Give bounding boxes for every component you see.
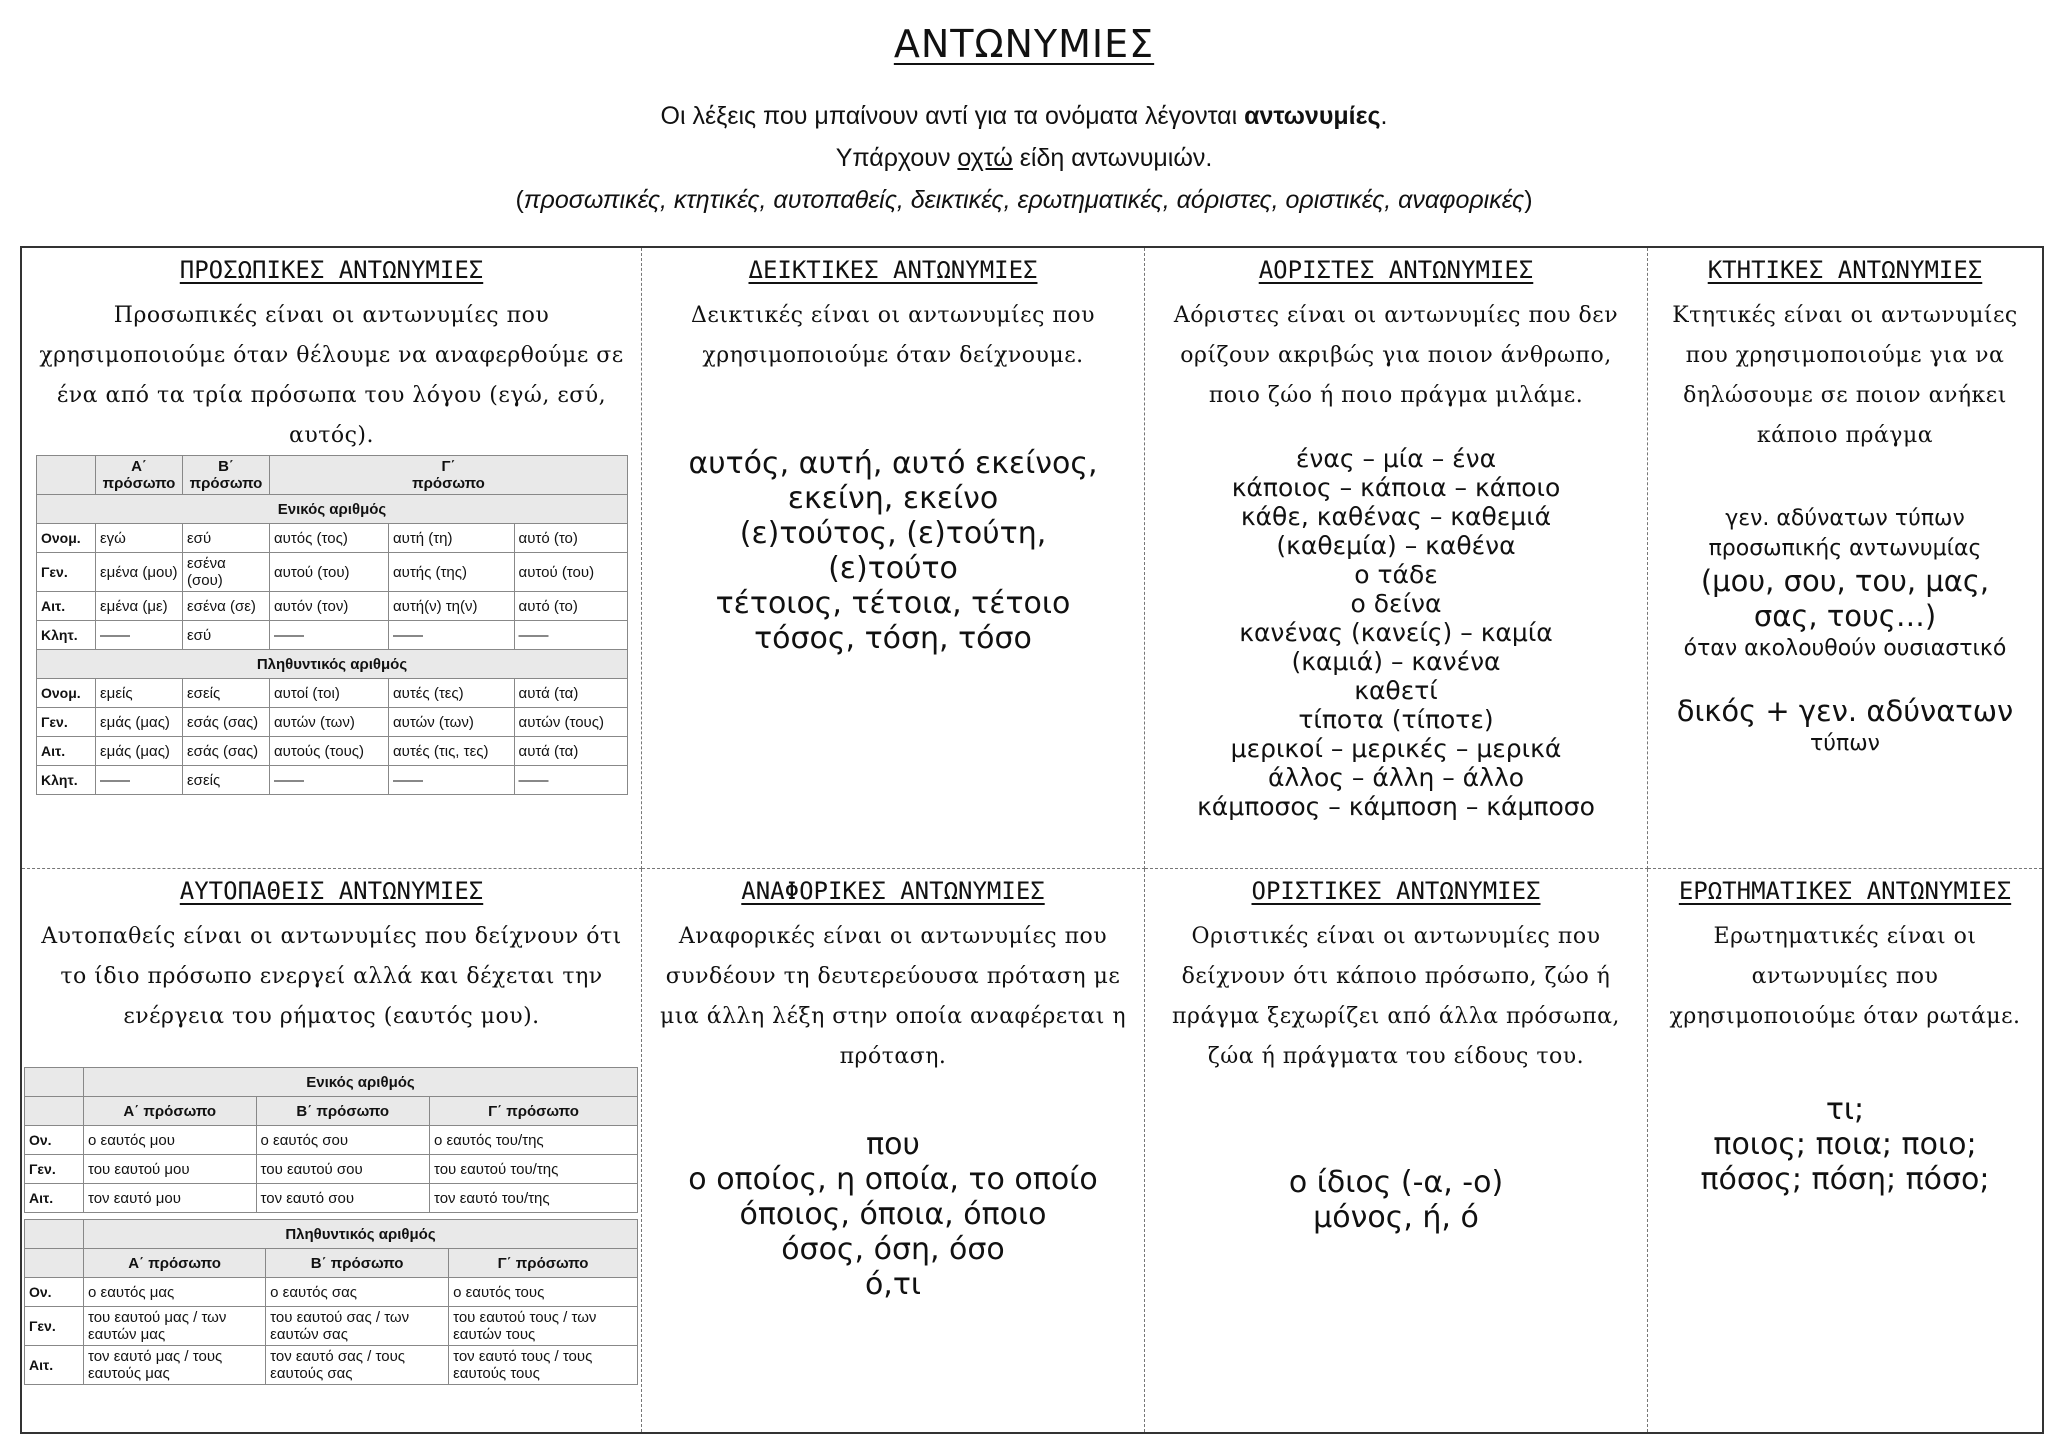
cell-demonstrative bbox=[642, 248, 1145, 869]
col-header-a: Α΄ πρόσωπο bbox=[84, 1097, 257, 1126]
cell-personal bbox=[22, 248, 642, 869]
possessive-line: σας, τους…) bbox=[1753, 599, 1937, 633]
word-line: ο δείνα bbox=[1350, 589, 1442, 618]
word-line: κάμποσος – κάμποση – κάμποσο bbox=[1197, 792, 1595, 821]
word-line: όποιος, όποια, όποιο bbox=[739, 1197, 1047, 1232]
word-line: τι; bbox=[1825, 1092, 1865, 1127]
possessive-line: (μου, σου, του, μας, bbox=[1700, 564, 1990, 598]
table-row bbox=[25, 1126, 638, 1155]
desc-interrogative: Ερωτηματικές είναι οι αντωνυμίες που χρησιμοποιούμε όταν ρωτάμε. bbox=[1669, 924, 2021, 1029]
table-cell: αυτές (τις, τες) bbox=[388, 737, 514, 766]
col-header-c: Γ΄ πρόσωπο bbox=[270, 456, 628, 495]
table-cell: εσείς bbox=[183, 766, 270, 795]
cell-relative bbox=[642, 869, 1145, 1432]
table-cell: αυτού (του) bbox=[270, 553, 389, 592]
word-line: (καμιά) – κανένα bbox=[1291, 647, 1501, 676]
table-cell: αυτής (της) bbox=[388, 553, 514, 592]
table-cell: αυτά (τα) bbox=[514, 679, 627, 708]
singular-label: Ενικός αριθμός bbox=[37, 495, 628, 524]
demonstrative-word-list bbox=[642, 446, 1144, 656]
word-line: (ε)τούτο bbox=[828, 551, 958, 586]
table-cell: αυτή (τη) bbox=[388, 524, 514, 553]
word-line: ο ίδιος (-α, -ο) bbox=[1288, 1165, 1504, 1200]
table-corner bbox=[25, 1249, 84, 1278]
table-cell: αυτών (των) bbox=[270, 708, 389, 737]
cell-indefinite bbox=[1145, 248, 1648, 869]
table-cell: του εαυτού τους / των εαυτών τους bbox=[449, 1307, 638, 1346]
table-cell: εσύ bbox=[183, 524, 270, 553]
table-cell: αυτών (των) bbox=[388, 708, 514, 737]
col-header-a: Α΄ πρόσωπο bbox=[96, 456, 183, 495]
desc-demonstrative: Δεικτικές είναι οι αντωνυμίες που χρησιμοποιούμε όταν δείχνουμε. bbox=[691, 303, 1095, 368]
row-label: Ονομ. bbox=[37, 524, 96, 553]
reflexive-plural-table bbox=[24, 1219, 638, 1385]
word-line: ο οποίος, η οποία, το οποίο bbox=[688, 1162, 1098, 1197]
table-cell: του εαυτού σας / των εαυτών σας bbox=[266, 1307, 449, 1346]
table-row bbox=[37, 592, 628, 621]
possessive-line: προσωπικής αντωνυμίας bbox=[1708, 536, 1982, 561]
possessive-forms bbox=[1648, 504, 2042, 759]
intro-text: Οι λέξεις που μπαίνουν αντί για τα ονόματα λέγονται bbox=[660, 102, 1245, 130]
table-cell: αυτό (το) bbox=[514, 524, 627, 553]
table-cell: ο εαυτός τους bbox=[449, 1278, 638, 1307]
possessive-line: όταν ακολουθούν ουσιαστικό bbox=[1683, 636, 2007, 661]
table-cell: ο εαυτός μας bbox=[84, 1278, 266, 1307]
definite-word-list bbox=[1145, 1165, 1647, 1235]
table-cell: αυτός (τος) bbox=[270, 524, 389, 553]
heading-reflexive: ΑΥΤΟΠΑΘΕΙΣ ΑΝΤΩΝΥΜΙΕΣ bbox=[179, 877, 484, 905]
word-line: τόσος, τόση, τόσο bbox=[754, 621, 1032, 656]
word-line: μόνος, ή, ό bbox=[1313, 1200, 1479, 1235]
table-cell: εμάς (μας) bbox=[96, 737, 183, 766]
word-line: μερικοί – μερικές – μερικά bbox=[1230, 734, 1562, 763]
row-label: Κλητ. bbox=[37, 766, 96, 795]
table-cell: αυτό (το) bbox=[514, 592, 627, 621]
word-line: που bbox=[866, 1127, 920, 1162]
table-cell: τον εαυτό σου bbox=[256, 1184, 429, 1213]
heading-personal: ΠΡΟΣΩΠΙΚΕΣ ΑΝΤΩΝΥΜΙΕΣ bbox=[179, 256, 484, 284]
table-cell: εσένα (σου) bbox=[183, 553, 270, 592]
table-cell: ο εαυτός σου bbox=[256, 1126, 429, 1155]
table-cell: εσάς (σας) bbox=[183, 708, 270, 737]
table-cell: αυτές (τες) bbox=[388, 679, 514, 708]
row-label: Αιτ. bbox=[37, 592, 96, 621]
page-title: ΑΝΤΩΝΥΜΙΕΣ bbox=[893, 22, 1155, 66]
heading-indefinite: ΑΟΡΙΣΤΕΣ ΑΝΤΩΝΥΜΙΕΣ bbox=[1258, 256, 1534, 284]
word-line: εκείνη, εκείνο bbox=[787, 481, 999, 516]
table-row bbox=[37, 708, 628, 737]
table-cell: αυτού (του) bbox=[514, 553, 627, 592]
table-row bbox=[25, 1307, 638, 1346]
table-cell: εσένα (σε) bbox=[183, 592, 270, 621]
col-header-c: Γ΄ πρόσωπο bbox=[429, 1097, 637, 1126]
word-line: ο τάδε bbox=[1354, 560, 1438, 589]
word-line: ποιος; ποια; ποιο; bbox=[1713, 1127, 1977, 1162]
table-cell: του εαυτού μας / των εαυτών μας bbox=[84, 1307, 266, 1346]
table-cell: —— bbox=[388, 621, 514, 650]
row-label: Ον. bbox=[25, 1126, 84, 1155]
table-cell: του εαυτού σου bbox=[256, 1155, 429, 1184]
possessive-line: δικός + γεν. αδύνατων bbox=[1676, 694, 2014, 728]
word-line: κάποιος – κάποια – κάποιο bbox=[1231, 473, 1561, 502]
col-header-c: Γ΄ πρόσωπο bbox=[449, 1249, 638, 1278]
desc-definite: Οριστικές είναι οι αντωνυμίες που δείχνουν ότι κάποιο πρόσωπο, ζώο ή πράγμα ξεχωρίζει από άλλα πρόσωπα, ζώα ή πράγματα του είδους του. bbox=[1172, 924, 1620, 1069]
desc-personal: Προσωπικές είναι οι αντωνυμίες που χρησιμοποιούμε όταν θέλουμε να αναφερθούμε σε ένα από τα τρία πρόσωπα του λόγου (εγώ, εσύ, αυτός). bbox=[39, 303, 624, 448]
table-cell: αυτοί (τοι) bbox=[270, 679, 389, 708]
row-label: Ονομ. bbox=[37, 679, 96, 708]
heading-definite: ΟΡΙΣΤΙΚΕΣ ΑΝΤΩΝΥΜΙΕΣ bbox=[1251, 877, 1541, 905]
table-cell: εσείς bbox=[183, 679, 270, 708]
intro-line-1 bbox=[0, 102, 2048, 131]
table-row bbox=[37, 553, 628, 592]
word-line: αυτός, αυτή, αυτό εκείνος, bbox=[688, 446, 1098, 481]
word-line: (ε)τούτος, (ε)τούτη, bbox=[739, 516, 1047, 551]
word-line: όσος, όση, όσο bbox=[781, 1232, 1005, 1267]
table-cell: εσάς (σας) bbox=[183, 737, 270, 766]
row-label: Ον. bbox=[25, 1278, 84, 1307]
table-cell: ο εαυτός του/της bbox=[429, 1126, 637, 1155]
table-row bbox=[37, 679, 628, 708]
plural-label: Πληθυντικός αριθμός bbox=[37, 650, 628, 679]
table-cell: αυτή(ν) τη(ν) bbox=[388, 592, 514, 621]
table-cell: τον εαυτό σας / τους εαυτούς σας bbox=[266, 1346, 449, 1385]
table-cell: —— bbox=[270, 621, 389, 650]
intro-line-2 bbox=[0, 144, 2048, 173]
word-line: τίποτα (τίποτε) bbox=[1298, 705, 1494, 734]
cell-possessive bbox=[1648, 248, 2042, 869]
cell-interrogative bbox=[1648, 869, 2042, 1432]
intro-paren: ) bbox=[1524, 186, 1533, 214]
word-line: ό,τι bbox=[864, 1267, 922, 1302]
heading-relative: ΑΝΑΦΟΡΙΚΕΣ ΑΝΤΩΝΥΜΙΕΣ bbox=[741, 877, 1045, 905]
table-cell: εμένα (μου) bbox=[96, 553, 183, 592]
table-row bbox=[25, 1346, 638, 1385]
col-header-b: Β΄ πρόσωπο bbox=[266, 1249, 449, 1278]
table-cell: τον εαυτό τους / τους εαυτούς τους bbox=[449, 1346, 638, 1385]
singular-label: Ενικός αριθμός bbox=[84, 1068, 638, 1097]
heading-demonstrative: ΔΕΙΚΤΙΚΕΣ ΑΝΤΩΝΥΜΙΕΣ bbox=[748, 256, 1038, 284]
row-label: Γεν. bbox=[25, 1307, 84, 1346]
table-cell: —— bbox=[388, 766, 514, 795]
table-cell: τον εαυτό του/της bbox=[429, 1184, 637, 1213]
row-label: Γεν. bbox=[25, 1155, 84, 1184]
word-line: ένας – μία – ένα bbox=[1295, 444, 1497, 473]
table-cell: —— bbox=[514, 621, 627, 650]
desc-possessive: Κτητικές είναι οι αντωνυμίες που χρησιμοποιούμε για να δηλώσουμε σε ποιον ανήκει κάποιο πράγμα bbox=[1672, 303, 2018, 448]
indefinite-word-list bbox=[1145, 444, 1647, 821]
table-cell: —— bbox=[270, 766, 389, 795]
col-header-a: Α΄ πρόσωπο bbox=[84, 1249, 266, 1278]
row-label: Αιτ. bbox=[25, 1184, 84, 1213]
table-row bbox=[25, 1155, 638, 1184]
table-row bbox=[37, 737, 628, 766]
table-cell: αυτά (τα) bbox=[514, 737, 627, 766]
table-corner bbox=[25, 1097, 84, 1126]
intro-line-3 bbox=[0, 186, 2048, 215]
table-corner bbox=[37, 456, 96, 495]
col-header-b: Β΄ πρόσωπο bbox=[183, 456, 270, 495]
word-line: τέτοιος, τέτοια, τέτοιο bbox=[715, 586, 1071, 621]
table-corner bbox=[25, 1068, 84, 1097]
table-row bbox=[37, 524, 628, 553]
table-corner bbox=[25, 1220, 84, 1249]
intro-underlined-term: οχτώ bbox=[957, 144, 1013, 172]
plural-label: Πληθυντικός αριθμός bbox=[84, 1220, 638, 1249]
row-label: Αιτ. bbox=[25, 1346, 84, 1385]
reflexive-singular-table bbox=[24, 1067, 638, 1213]
heading-interrogative: ΕΡΩΤΗΜΑΤΙΚΕΣ ΑΝΤΩΝΥΜΙΕΣ bbox=[1678, 877, 2012, 905]
desc-indefinite: Αόριστες είναι οι αντωνυμίες που δεν ορίζουν ακριβώς για ποιον άνθρωπο, ποιο ζώο ή ποιο πράγμα μιλάμε. bbox=[1173, 303, 1619, 408]
cell-definite bbox=[1145, 869, 1648, 1432]
intro-text: είδη αντωνυμιών. bbox=[1012, 144, 1213, 172]
word-line: κανένας (κανείς) – καμία bbox=[1239, 618, 1553, 647]
word-line: (καθεμία) – καθένα bbox=[1276, 531, 1516, 560]
table-cell: αυτών (τους) bbox=[514, 708, 627, 737]
interrogative-word-list bbox=[1648, 1092, 2042, 1197]
intro-text: Υπάρχουν bbox=[835, 144, 958, 172]
word-line: άλλος – άλλη – άλλο bbox=[1267, 763, 1525, 792]
table-row bbox=[37, 766, 628, 795]
table-cell: —— bbox=[96, 766, 183, 795]
table-cell: εγώ bbox=[96, 524, 183, 553]
table-cell: τον εαυτό μου bbox=[84, 1184, 257, 1213]
table-cell: αυτούς (τους) bbox=[270, 737, 389, 766]
pronoun-grid bbox=[20, 246, 2044, 1434]
table-cell: του εαυτού μου bbox=[84, 1155, 257, 1184]
cell-reflexive bbox=[22, 869, 642, 1432]
table-cell: εμείς bbox=[96, 679, 183, 708]
possessive-line: γεν. αδύνατων τύπων bbox=[1725, 506, 1965, 531]
intro-types-list: προσωπικές, κτητικές, αυτοπαθείς, δεικτικές, ερωτηματικές, αόριστες, οριστικές, αναφορικές bbox=[523, 186, 1525, 214]
desc-relative: Αναφορικές είναι οι αντωνυμίες που συνδέουν τη δευτερεύουσα πρόταση με μια άλλη λέξη στην οποία αναφέρεται η πρόταση. bbox=[659, 924, 1127, 1069]
table-cell: τον εαυτό μας / τους εαυτούς μας bbox=[84, 1346, 266, 1385]
heading-possessive: ΚΤΗΤΙΚΕΣ ΑΝΤΩΝΥΜΙΕΣ bbox=[1707, 256, 1983, 284]
table-cell: του εαυτού του/της bbox=[429, 1155, 637, 1184]
table-cell: αυτόν (τον) bbox=[270, 592, 389, 621]
word-line: κάθε, καθένας – καθεμιά bbox=[1240, 502, 1552, 531]
intro-bold-term: αντωνυμίες bbox=[1244, 102, 1381, 130]
table-cell: εσύ bbox=[183, 621, 270, 650]
desc-reflexive: Αυτοπαθείς είναι οι αντωνυμίες που δείχνουν ότι το ίδιο πρόσωπο ενεργεί αλλά και δέχεται την ενέργεια του ρήματος (εαυτός μου). bbox=[41, 924, 622, 1029]
table-row bbox=[25, 1278, 638, 1307]
word-line: καθετί bbox=[1354, 676, 1438, 705]
table-cell: —— bbox=[514, 766, 627, 795]
table-cell: εμάς (μας) bbox=[96, 708, 183, 737]
row-label: Κλητ. bbox=[37, 621, 96, 650]
col-header-b: Β΄ πρόσωπο bbox=[256, 1097, 429, 1126]
intro-paren: ( bbox=[515, 186, 524, 214]
table-cell: εμένα (με) bbox=[96, 592, 183, 621]
table-cell: —— bbox=[96, 621, 183, 650]
intro-text: . bbox=[1380, 102, 1388, 130]
relative-word-list bbox=[642, 1127, 1144, 1302]
possessive-line: τύπων bbox=[1810, 731, 1880, 756]
table-cell: ο εαυτός μου bbox=[84, 1126, 257, 1155]
table-cell: ο εαυτός σας bbox=[266, 1278, 449, 1307]
row-label: Γεν. bbox=[37, 553, 96, 592]
table-row bbox=[25, 1184, 638, 1213]
table-row bbox=[37, 621, 628, 650]
personal-pronoun-table bbox=[36, 455, 628, 795]
word-line: πόσος; πόση; πόσο; bbox=[1700, 1162, 1990, 1197]
row-label: Γεν. bbox=[37, 708, 96, 737]
row-label: Αιτ. bbox=[37, 737, 96, 766]
